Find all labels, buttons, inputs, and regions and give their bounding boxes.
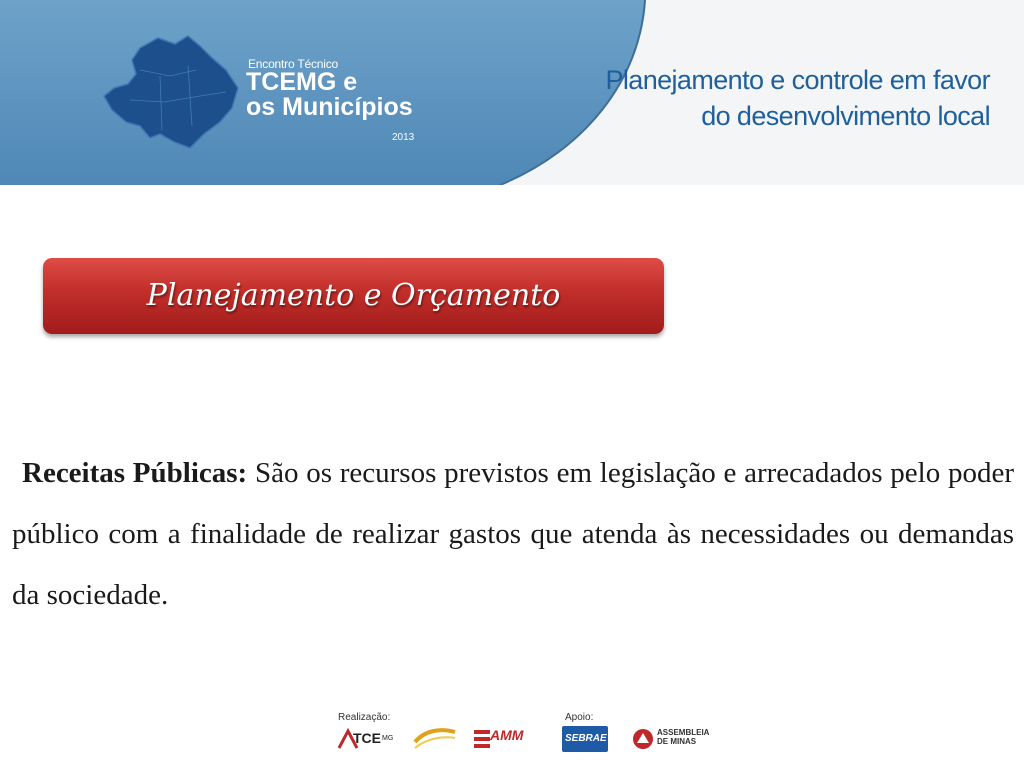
amm-logo (474, 726, 530, 752)
definition-text: São os recursos previstos em legislação e arrecadados pelo poder público com a finalidade de realizar gastos que atenda às necessidades ou demandas da sociedade. (12, 457, 1014, 611)
realizacao-label: Realização: (338, 712, 391, 723)
apoio-label: Apoio: (565, 712, 594, 723)
title-banner (43, 258, 664, 334)
event-title (246, 70, 413, 120)
slide-title: Planejamento e Orçamento (146, 278, 561, 313)
slide-header (0, 0, 1024, 185)
slogan-line-2: do desenvolvimento local (701, 101, 990, 131)
assembleia-logo-line-1: ASSEMBLEIA (657, 728, 710, 737)
definition-term: Receitas Públicas: (22, 457, 248, 489)
minas-gerais-map-icon (100, 30, 250, 155)
slogan-line-1: Planejamento e controle em favor (605, 65, 990, 95)
tcemg-logo-text: TCE (353, 730, 381, 746)
amm-mark-icon (474, 728, 490, 748)
tcemg-logo-suffix: MG (382, 735, 394, 742)
assembleia-mark-icon (632, 728, 654, 750)
sebrae-logo-text: SEBRAE (565, 733, 607, 744)
assembleia-logo-line-2: DE MINAS (657, 737, 697, 746)
slogan (605, 62, 990, 134)
escola-contas-logo-icon (413, 724, 457, 752)
event-title-line-2: os Municípios (246, 93, 413, 121)
assembleia-logo (632, 726, 710, 752)
sponsor-footer (0, 700, 1024, 768)
sebrae-logo (562, 726, 608, 752)
tcemg-logo (337, 726, 397, 754)
amm-logo-text: AMM (490, 727, 524, 743)
event-title-line-1: TCEMG e (246, 68, 358, 96)
event-year: 2013 (392, 132, 415, 143)
event-subtitle: Encontro Técnico (248, 57, 338, 71)
definition-paragraph (12, 443, 1014, 626)
